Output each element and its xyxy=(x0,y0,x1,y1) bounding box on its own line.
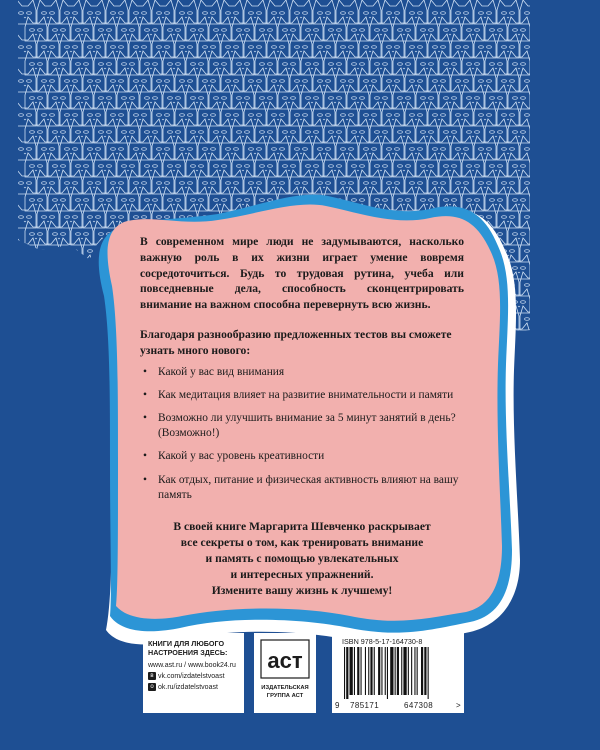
barcode-bar xyxy=(403,647,406,695)
list-item: • Как отдых, питание и физическая активность влияют на вашу память xyxy=(140,473,464,503)
publisher-info-panel xyxy=(143,633,244,713)
barcode-bar xyxy=(381,647,382,695)
closing-paragraph xyxy=(140,519,464,599)
list-item: • Возможно ли улучшить внимание за 5 минут занятий в день? (Возможно!) xyxy=(140,411,464,441)
barcode-right-group: 647308 xyxy=(404,701,434,710)
description-text xyxy=(140,234,464,599)
caption-line: ИЗДАТЕЛЬСКАЯ xyxy=(261,685,309,691)
barcode-bar xyxy=(350,647,353,695)
closing-line: и память с помощью увлекательных xyxy=(205,552,399,565)
website-links[interactable]: www.ast.ru / www.book24.ru xyxy=(148,662,236,669)
barcode-bar xyxy=(346,647,348,699)
vk-icon: в xyxy=(148,672,156,680)
barcode-bar xyxy=(370,647,372,695)
barcode-bar xyxy=(365,647,366,695)
barcode-bar xyxy=(417,647,418,695)
logo-text: аст xyxy=(267,648,303,673)
barcode-bar xyxy=(401,647,402,695)
barcode-marker: > xyxy=(456,701,462,710)
caption-line: ГРУППА АСТ xyxy=(266,692,304,699)
isbn-text: ISBN 978-5-17-164730-8 xyxy=(342,637,423,646)
ast-logo xyxy=(260,639,310,679)
barcode-bar xyxy=(344,647,345,699)
publisher-caption xyxy=(254,685,316,700)
list-item: • Какой у вас вид внимания xyxy=(140,365,464,380)
barcode-bar xyxy=(397,647,399,695)
lead-paragraph: Благодаря разнообразию предложенных тестов вы сможете узнать много нового: xyxy=(140,327,452,357)
barcode-bar xyxy=(368,647,369,695)
barcode-bar xyxy=(390,647,393,695)
feature-list xyxy=(140,365,464,503)
barcode-bar xyxy=(374,647,375,695)
barcode-bar xyxy=(395,647,396,695)
list-item: • Как медитация влияет на развитие внимательности и памяти xyxy=(140,388,464,403)
info-title: КНИГИ ДЛЯ ЛЮБОГО НАСТРОЕНИЯ ЗДЕСЬ: xyxy=(148,639,228,657)
publisher-logo-panel xyxy=(254,633,316,713)
ok-link-text: ok.ru/izdatelstvoast xyxy=(158,684,218,691)
barcode-panel xyxy=(332,633,464,713)
barcode-bar xyxy=(378,647,380,695)
barcode-bar xyxy=(421,647,423,695)
vk-link[interactable] xyxy=(148,672,240,681)
ok-icon: о xyxy=(148,683,156,691)
closing-line: В своей книге Маргарита Шевченко раскрывает xyxy=(173,520,431,533)
barcode-first-digit: 9 xyxy=(335,701,340,710)
barcode-bar xyxy=(411,647,412,695)
barcode-bar xyxy=(424,647,426,695)
barcode xyxy=(342,647,454,699)
barcode-bar xyxy=(408,647,409,695)
barcode-bar xyxy=(357,647,359,695)
barcode-bar xyxy=(361,647,362,695)
barcode-bar xyxy=(354,647,355,695)
barcode-bar xyxy=(385,647,386,695)
list-item: • Какой у вас уровень креативности xyxy=(140,449,464,464)
vk-link-text: vk.com/izdatelstvoast xyxy=(158,673,225,680)
intro-paragraph: В современном мире люди не задумываются, насколько важную роль в их жизни играет умение вовремя сосредоточиться. Будь то трудовая рутина, учеба или повседневные дела, способность сконцентрировать внимание на важном способна перевернуть всю жизнь. xyxy=(140,235,464,312)
closing-line: все секреты о том, как тренировать внимание xyxy=(180,536,424,549)
closing-line: Измените вашу жизнь к лучшему! xyxy=(211,584,393,597)
closing-line: и интересных упражнений. xyxy=(230,568,374,581)
barcode-left-group: 785171 xyxy=(350,701,380,710)
barcode-bar xyxy=(387,647,388,699)
barcode-bar xyxy=(414,647,415,695)
ok-link[interactable] xyxy=(148,683,240,692)
barcode-bar xyxy=(428,647,429,699)
